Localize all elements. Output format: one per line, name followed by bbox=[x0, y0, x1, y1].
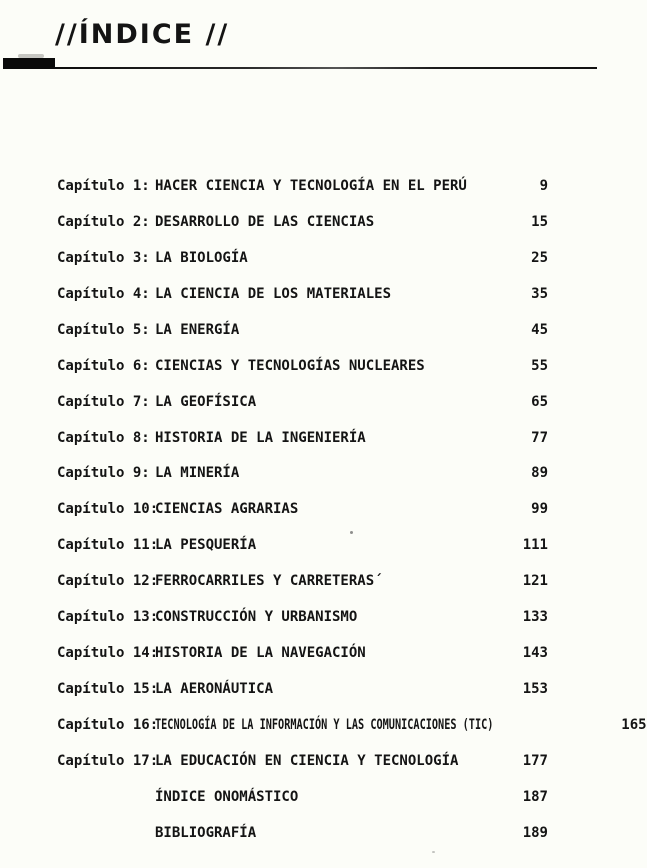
toc-entry bbox=[57, 204, 548, 240]
title-rule bbox=[54, 67, 597, 69]
chapter-title: LA PESQUERÍA bbox=[155, 537, 257, 554]
page-number: 45 bbox=[531, 321, 548, 338]
chapter-title: CIENCIAS Y TECNOLOGÍAS NUCLEARES bbox=[155, 357, 425, 374]
chapter-label: Capítulo 14: bbox=[57, 645, 159, 662]
toc-entry bbox=[57, 276, 548, 312]
page-number: 55 bbox=[531, 357, 548, 374]
scan-speck bbox=[432, 851, 435, 853]
chapter-label: Capítulo 13: bbox=[57, 609, 159, 626]
chapter-title: FERROCARRILES Y CARRETERAS´ bbox=[155, 573, 383, 590]
chapter-label: Capítulo 15: bbox=[57, 681, 159, 698]
chapter-title: LA ENERGÍA bbox=[155, 321, 240, 338]
toc-entry bbox=[57, 491, 548, 527]
scan-speck bbox=[350, 531, 353, 534]
chapter-title: LA CIENCIA DE LOS MATERIALES bbox=[155, 285, 392, 302]
chapter-label: Capítulo 5: bbox=[57, 321, 150, 338]
chapter-label: Capítulo 7: bbox=[57, 393, 150, 410]
page-number: 9 bbox=[539, 177, 548, 194]
chapter-label: Capítulo 2: bbox=[57, 213, 150, 230]
page-number: 77 bbox=[531, 429, 548, 446]
page-number: 121 bbox=[522, 573, 548, 590]
page-number: 35 bbox=[531, 285, 548, 302]
toc-entry bbox=[57, 456, 548, 492]
toc-entry bbox=[57, 384, 548, 420]
chapter-title: HISTORIA DE LA INGENIERÍA bbox=[155, 429, 366, 446]
chapter-title: LA GEOFÍSICA bbox=[155, 393, 257, 410]
toc-entry bbox=[57, 599, 548, 635]
chapter-label: Capítulo 12: bbox=[57, 573, 159, 590]
toc-entry bbox=[57, 707, 647, 743]
toc-entry bbox=[57, 312, 548, 348]
chapter-title: HISTORIA DE LA NAVEGACIÓN bbox=[155, 645, 366, 662]
page-number: 187 bbox=[522, 788, 548, 805]
chapter-title: DESARROLLO DE LAS CIENCIAS bbox=[155, 213, 375, 230]
page-number: 153 bbox=[522, 681, 548, 698]
toc-entry bbox=[57, 240, 548, 276]
chapter-title: LA BIOLOGÍA bbox=[155, 249, 248, 266]
toc-entry bbox=[57, 527, 548, 563]
page-number: 165 bbox=[621, 717, 647, 734]
chapter-title: LA EDUCACIÓN EN CIENCIA Y TECNOLOGÍA bbox=[155, 752, 459, 769]
chapter-label: Capítulo 9: bbox=[57, 465, 150, 482]
toc-entry bbox=[57, 743, 548, 779]
page-number: 111 bbox=[522, 537, 548, 554]
chapter-title: LA MINERÍA bbox=[155, 465, 240, 482]
title-bar-mark bbox=[3, 58, 55, 69]
toc-entry bbox=[57, 635, 548, 671]
toc-entry bbox=[57, 168, 548, 204]
chapter-label: Capítulo 4: bbox=[57, 285, 150, 302]
page-number: 25 bbox=[531, 249, 548, 266]
chapter-title: TECNOLOGÍA DE LA INFORMACIÓN Y LAS COMUNICACIONES (TIC) bbox=[155, 717, 494, 734]
page-number: 65 bbox=[531, 393, 548, 410]
chapter-title: HACER CIENCIA Y TECNOLOGÍA EN EL PERÚ bbox=[155, 177, 467, 194]
page-number: 189 bbox=[522, 824, 548, 841]
page-number: 177 bbox=[522, 752, 548, 769]
page-number: 15 bbox=[531, 213, 548, 230]
page-number: 89 bbox=[531, 465, 548, 482]
chapter-title: CONSTRUCCIÓN Y URBANISMO bbox=[155, 609, 358, 626]
chapter-label: Capítulo 8: bbox=[57, 429, 150, 446]
toc-entry bbox=[57, 779, 548, 815]
chapter-title: CIENCIAS AGRARIAS bbox=[155, 501, 299, 518]
chapter-title: ÍNDICE ONOMÁSTICO bbox=[155, 788, 299, 805]
table-of-contents bbox=[57, 168, 647, 851]
page-number: 143 bbox=[522, 645, 548, 662]
chapter-label: Capítulo 3: bbox=[57, 249, 150, 266]
chapter-label: Capítulo 10: bbox=[57, 501, 159, 518]
page-number: 99 bbox=[531, 501, 548, 518]
chapter-label: Capítulo 11: bbox=[57, 537, 159, 554]
toc-entry bbox=[57, 815, 548, 851]
chapter-label: Capítulo 17: bbox=[57, 752, 159, 769]
toc-entry bbox=[57, 563, 548, 599]
chapter-title: BIBLIOGRAFÍA bbox=[155, 824, 257, 841]
chapter-label: Capítulo 16: bbox=[57, 717, 159, 734]
page-number: 133 bbox=[522, 609, 548, 626]
chapter-title: LA AERONÁUTICA bbox=[155, 681, 274, 698]
toc-entry bbox=[57, 420, 548, 456]
toc-entry bbox=[57, 348, 548, 384]
chapter-label: Capítulo 1: bbox=[57, 177, 150, 194]
toc-entry bbox=[57, 671, 548, 707]
chapter-label: Capítulo 6: bbox=[57, 357, 150, 374]
page-title: //ÍNDICE // bbox=[55, 19, 230, 50]
